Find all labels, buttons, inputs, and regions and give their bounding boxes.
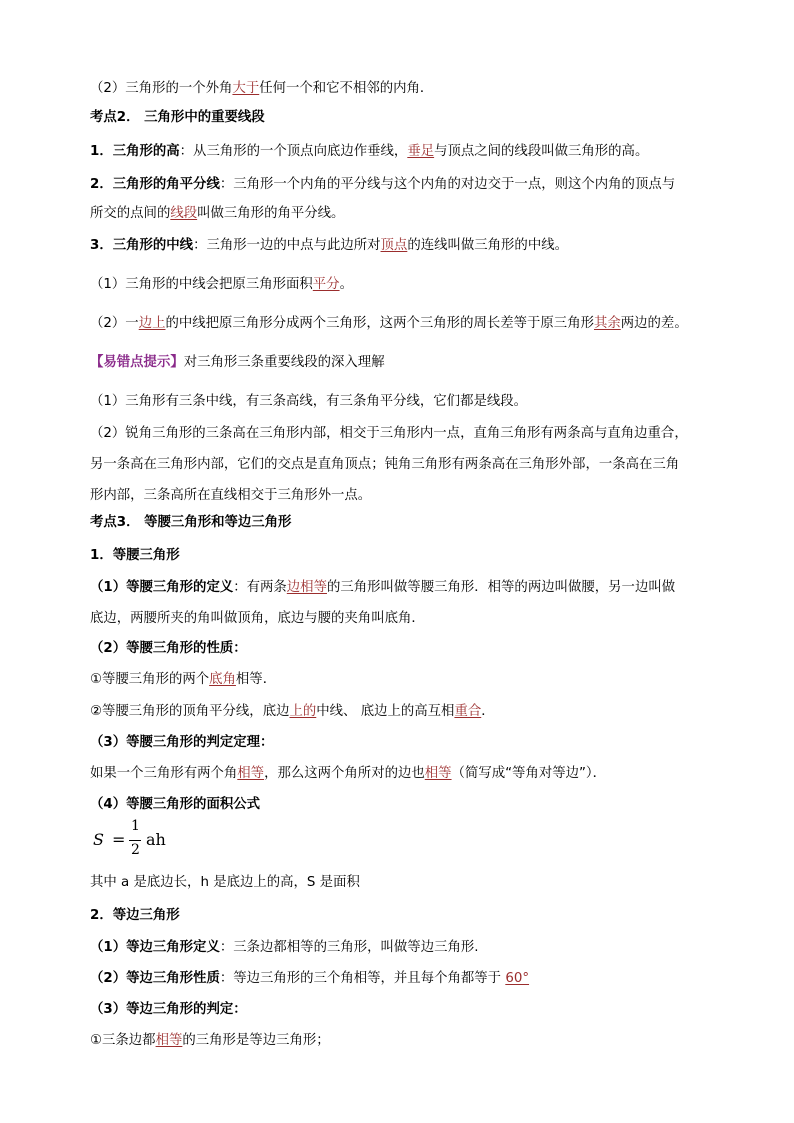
text: （2）三角形的一个外角 bbox=[90, 81, 233, 96]
text: 如果一个三角形有两个角 bbox=[90, 766, 238, 781]
text: 的三角形是等边三角形； bbox=[182, 1033, 330, 1048]
text: 叫做三角形的角平分线。 bbox=[197, 206, 345, 221]
formula-ah: ah bbox=[146, 830, 166, 849]
term: （2）等边三角形性质 bbox=[90, 971, 220, 986]
underlined-term: 上的 bbox=[289, 704, 317, 719]
term: 3．三角形的中线 bbox=[90, 238, 194, 253]
underlined-term: 相等 bbox=[424, 766, 452, 781]
term: 1．三角形的高 bbox=[90, 144, 180, 159]
text: 的三角形叫做等腰三角形．相等的两边叫做腰，另一边叫做 bbox=[326, 580, 676, 595]
text: 与顶点之间的线段叫做三角形的高。 bbox=[434, 144, 649, 159]
text: ②等腰三角形的顶角平分线，底边 bbox=[90, 704, 290, 719]
section-heading-2: 考点2． 三角形中的重要线段 bbox=[90, 110, 265, 125]
altitude-definition bbox=[90, 143, 734, 161]
text: ，那么这两个角所对的边也 bbox=[264, 766, 425, 781]
exterior-angle-property bbox=[90, 80, 734, 98]
tip-1: （1）三角形有三条中线，有三条高线，有三条角平分线，它们都是线段。 bbox=[90, 394, 528, 409]
tip-label: 【易错点提示】 bbox=[90, 355, 184, 370]
text: （简写成“等角对等边”）． bbox=[451, 766, 607, 781]
underlined-term: 其余 bbox=[593, 316, 621, 331]
median-definition bbox=[90, 237, 734, 255]
fraction-bar bbox=[129, 840, 141, 841]
formula-denominator: 2 bbox=[131, 842, 140, 858]
area-formula bbox=[90, 818, 210, 864]
text: 所交的点间的 bbox=[90, 206, 171, 221]
equilateral-criteria-heading: （3）等边三角形的判定： bbox=[90, 1002, 247, 1017]
equilateral-criterion-1 bbox=[90, 1032, 734, 1050]
median-perimeter-note bbox=[90, 315, 734, 333]
isosceles-definition bbox=[90, 579, 734, 597]
isosceles-property-2 bbox=[90, 703, 734, 721]
term: （1）等边三角形定义 bbox=[90, 940, 220, 955]
formula-explanation: 其中 a 是底边长，h 是底边上的高，S 是面积 bbox=[90, 875, 360, 890]
median-area-note bbox=[90, 276, 734, 294]
text: 的连线叫做三角形的中线。 bbox=[407, 238, 568, 253]
text: 中线、 底边上的高互相 bbox=[316, 704, 455, 719]
tip-2-line-3: 形内部，三条高所在直线相交于三角形外一点。 bbox=[90, 488, 372, 503]
underlined-term: 相等 bbox=[237, 766, 265, 781]
text: ：三角形一边的中点与此边所对 bbox=[193, 238, 381, 253]
text: ①三条边都 bbox=[90, 1033, 156, 1048]
text: （1）三角形的中线会把原三角形面积 bbox=[90, 277, 313, 292]
underlined-term: 垂足 bbox=[407, 144, 435, 159]
text: 两边的差。 bbox=[620, 316, 688, 331]
isosceles-definition-cont: 底边，两腰所夹的角叫做顶角，底边与腰的夹角叫底角． bbox=[90, 611, 425, 626]
isosceles-heading: 1．等腰三角形 bbox=[90, 548, 180, 563]
formula-s: S bbox=[93, 830, 104, 849]
angle-bisector-definition bbox=[90, 176, 734, 194]
tip-2-line-1: （2）锐角三角形的三条高在三角形内部，相交于三角形内一点，直角三角形有两条高与直角边重合， bbox=[90, 426, 688, 441]
isosceles-properties-heading: （2）等腰三角形的性质： bbox=[90, 641, 247, 656]
text: 对三角形三条重要线段的深入理解 bbox=[183, 355, 385, 370]
text: ：三角形一个内角的平分线与这个内角的对边交于一点，则这个内角的顶点与 bbox=[219, 177, 676, 192]
text: ：三条边都相等的三角形，叫做等边三角形. bbox=[219, 940, 479, 955]
text: 任何一个和它不相邻的内角． bbox=[259, 81, 434, 96]
text: 。 bbox=[339, 277, 353, 292]
tip-heading bbox=[90, 354, 734, 372]
isosceles-theorem bbox=[90, 765, 734, 783]
underlined-term: 60° bbox=[505, 971, 530, 986]
underlined-term: 边上 bbox=[138, 316, 166, 331]
equilateral-heading: 2．等边三角形 bbox=[90, 908, 180, 923]
underlined-term: 平分 bbox=[312, 277, 340, 292]
term: 2．三角形的角平分线 bbox=[90, 177, 220, 192]
text: ：等边三角形的三个角相等，并且每个角都等于 bbox=[219, 971, 506, 986]
angle-bisector-definition-cont bbox=[90, 205, 734, 223]
text: ：从三角形的一个顶点向底边作垂线， bbox=[179, 144, 408, 159]
underlined-term: 相等 bbox=[155, 1033, 183, 1048]
equilateral-definition bbox=[90, 939, 734, 957]
text: ：有两条 bbox=[233, 580, 287, 595]
isosceles-theorem-heading: （3）等腰三角形的判定定理： bbox=[90, 735, 274, 750]
underlined-term: 线段 bbox=[170, 206, 198, 221]
formula-equals: = bbox=[112, 830, 126, 849]
text: ①等腰三角形的两个 bbox=[90, 672, 210, 687]
tip-2-line-2: 另一条高在三角形内部，它们的交点是直角顶点；钝角三角形有两条高在三角形外部，一条高在三角 bbox=[90, 457, 680, 472]
underlined-term: 重合 bbox=[454, 704, 482, 719]
equilateral-property bbox=[90, 970, 734, 988]
section-heading-3: 考点3． 等腰三角形和等边三角形 bbox=[90, 515, 292, 530]
underlined-term: 底角 bbox=[209, 672, 236, 687]
underlined-term: 大于 bbox=[232, 81, 260, 96]
text: ． bbox=[481, 704, 495, 719]
formula-numerator: 1 bbox=[131, 818, 140, 834]
text: 相等． bbox=[235, 672, 277, 687]
underlined-term: 边相等 bbox=[286, 580, 327, 595]
text: 的中线把原三角形分成两个三角形，这两个三角形的周长差等于原三角形 bbox=[165, 316, 594, 331]
isosceles-area-heading: （4）等腰三角形的面积公式 bbox=[90, 797, 261, 812]
isosceles-property-1 bbox=[90, 671, 734, 689]
term: （1）等腰三角形的定义 bbox=[90, 580, 234, 595]
text: （2）一 bbox=[90, 316, 139, 331]
underlined-term: 顶点 bbox=[380, 238, 408, 253]
